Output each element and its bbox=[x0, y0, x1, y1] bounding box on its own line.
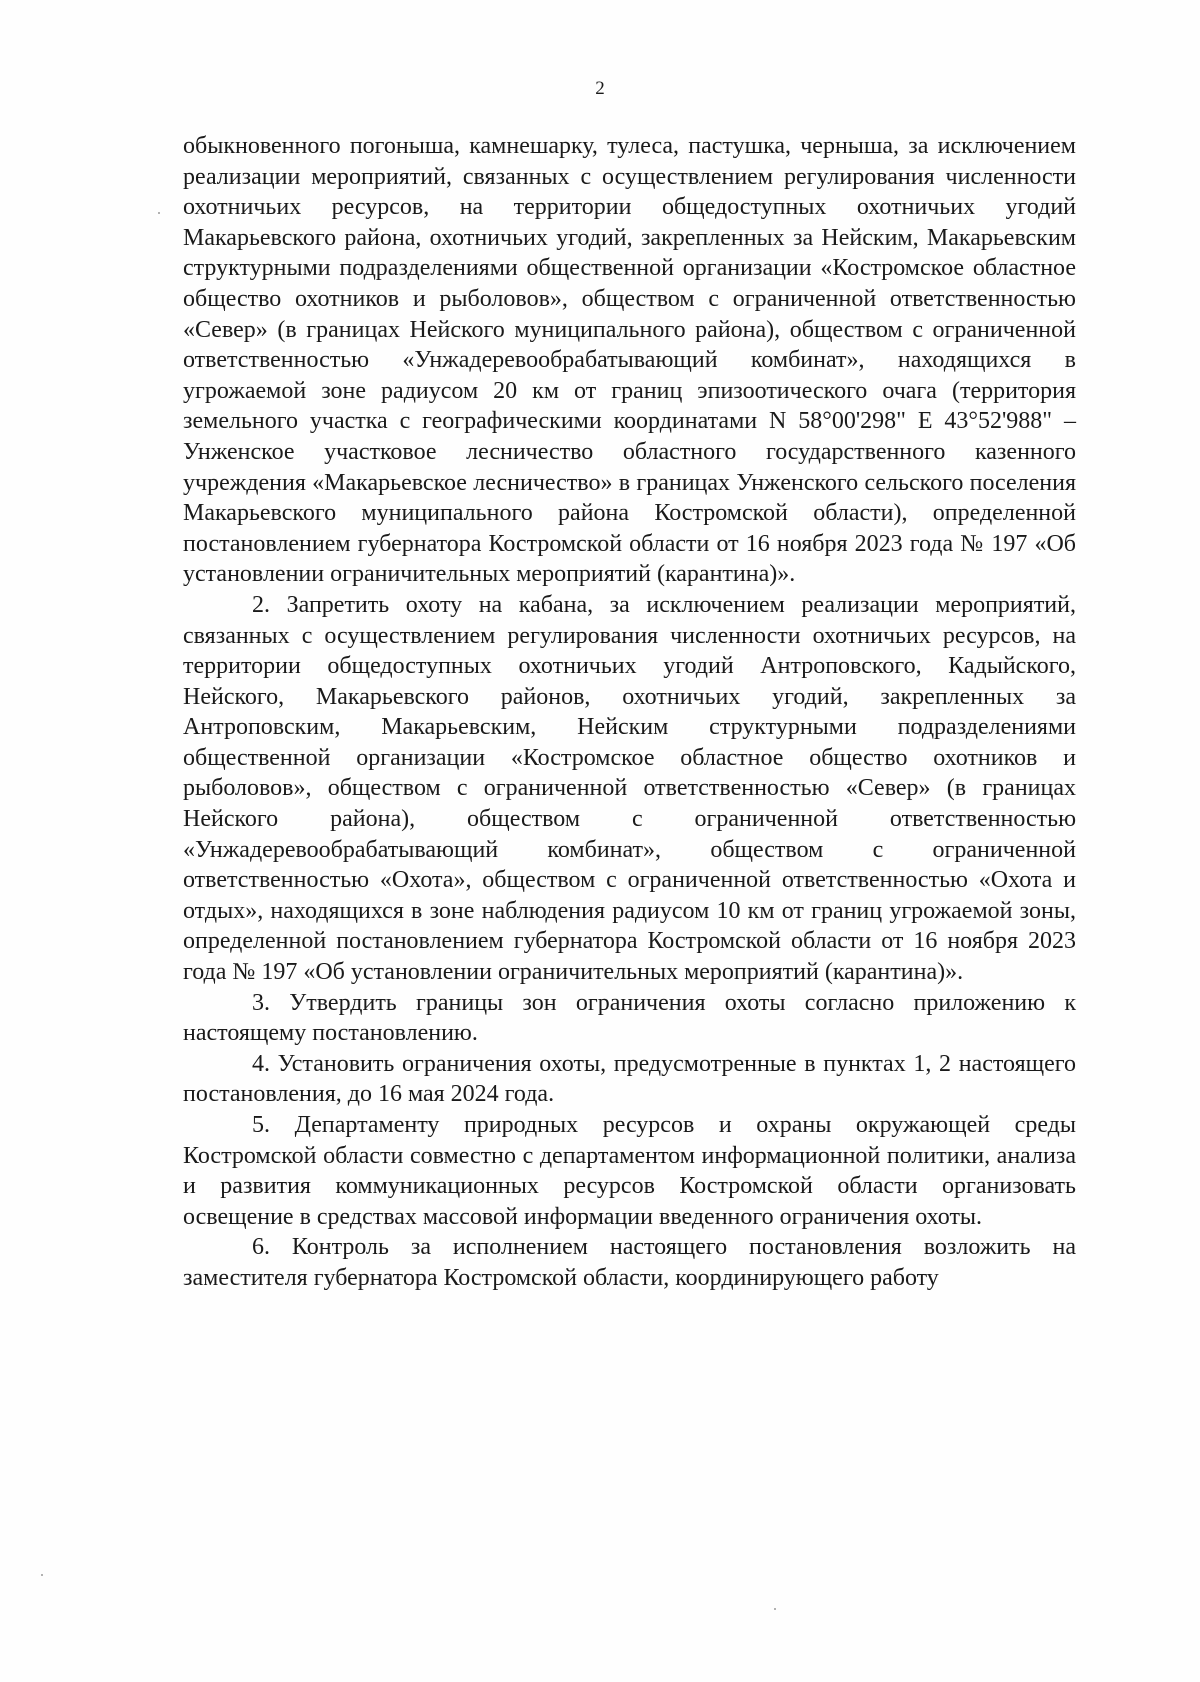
scan-speck bbox=[41, 1574, 43, 1576]
paragraph-item-3: 3. Утвердить границы зон ограничения охоты согласно приложению к настоящему постановлению. bbox=[183, 989, 1076, 1047]
scan-speck bbox=[158, 212, 160, 214]
document-body bbox=[183, 131, 1076, 1294]
paragraph-item-4: 4. Установить ограничения охоты, предусмотренные в пунктах 1, 2 настоящего постановления, до 16 мая 2024 года. bbox=[183, 1050, 1076, 1108]
scan-speck bbox=[774, 1608, 776, 1610]
paragraph-item-2: 2. Запретить охоту на кабана, за исключением реализации мероприятий, связанных с осуществлением регулирования численности охотничьих ресурсов, на территории общедоступных охотничьих угодий Антроповского, Кадыйского, Нейского, Макарьевского районов, охотничьих угодий, закрепленных за Антроповским, Макарьевским, Нейским структурными подразделениями общественной организации «Костромское областное общество охотников и рыболовов», обществом с ограниченной ответственностью «Север» (в границах Нейского района), обществом с ограниченной ответственностью «Унжадеревообрабатывающий комбинат», обществом с ограниченной ответственностью «Охота», обществом с ограниченной ответственностью «Охота и отдых», находящихся в зоне наблюдения радиусом 10 км от границ угрожаемой зоны, определенной постановлением губернатора Костромской области от 16 ноября 2023 года № 197 «Об установлении ограничительных мероприятий (карантина)». bbox=[183, 591, 1076, 986]
paragraph-item-5: 5. Департаменту природных ресурсов и охраны окружающей среды Костромской области совместно с департаментом информационной политики, анализа и развития коммуникационных ресурсов Костромской области организовать освещение в средствах массовой информации введенного ограничения охоты. bbox=[183, 1112, 1076, 1230]
paragraph-continuation: обыкновенного погоныша, камнешарку, тулеса, пастушка, черныша, за исключением реализации мероприятий, связанных с осуществлением регулирования численности охотничьих ресурсов, на территории общедоступных охотничьих угодий Макарьевского района, охотничьих угодий, закрепленных за Нейским, Макарьевским структурными подразделениями общественной организации «Костромское областное общество охотников и рыболовов», обществом с ограниченной ответственностью «Север» (в границах Нейского муниципального района), обществом с ограниченной ответственностью «Унжадеревообрабатывающий комбинат», находящихся в угрожаемой зоне радиусом 20 км от границ эпизоотического очага (территория земельного участка с географическими координатами N 58°00'298" E 43°52'988" – Унженское участковое лесничество областного государственного казенного учреждения «Макарьевское лесничество» в границах Унженского сельского поселения Макарьевского муниципального района Костромской области), определенной постановлением губернатора Костромской области от 16 ноября 2023 года № 197 «Об установлении ограничительных мероприятий (карантина)». bbox=[183, 133, 1076, 588]
paragraph-item-6: 6. Контроль за исполнением настоящего постановления возложить на заместителя губернатора Костромской области, координирующего работу bbox=[183, 1234, 1076, 1291]
page-number: 2 bbox=[595, 78, 605, 99]
